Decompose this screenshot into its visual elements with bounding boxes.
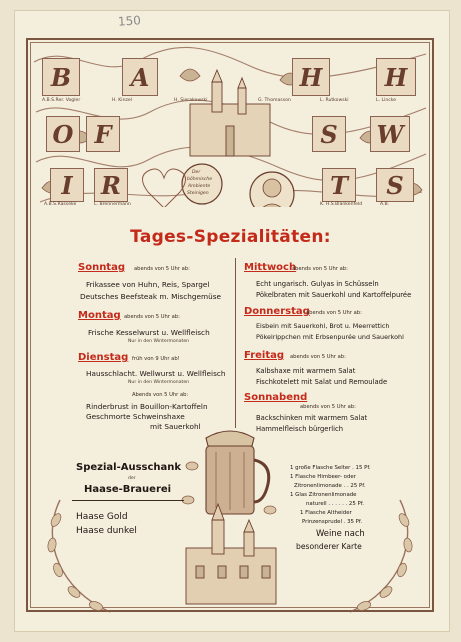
pencil-mark: 150 [117,13,142,29]
ausschank-line-1: Spezial-Ausschank [76,462,182,473]
ausschank-line-2: Haase-Brauerei [84,484,172,495]
day-sonntag: Sonntag [78,262,125,273]
beer-1: Haase Gold [76,512,128,522]
dienstag-item-4: mit Sauerkohl [150,422,201,431]
portrait-caption-2: böhmische [187,177,213,182]
price-line-7: Prinzensprudel . 35 Pf. [302,519,363,525]
crest-letter-4: H [376,58,416,96]
crest-letter-10: R [94,168,128,202]
dienstag-item-1: Hausschlacht. Wellwurst u. Wellfleisch [86,369,226,378]
donnerstag-item-1: Eisbein mit Sauerkohl, Brot u. Meerrettich [256,322,390,330]
montag-item-1: Frische Kesselwurst u. Wellfleisch [88,328,210,337]
montag-note: Nur in den Wintermonaten [128,339,190,344]
day-montag: Montag [78,310,121,321]
when-sonnabend: abends von 5 Uhr ab: [300,404,356,410]
mittwoch-item-1: Echt ungarisch. Gulyas in Schüsseln [256,280,379,288]
day-mittwoch: Mittwoch [244,262,297,273]
coat-caption-5: L. Rutkowski [320,98,349,103]
when-donnerstag: abends von 5 Uhr ab: [306,310,362,316]
when-freitag: abends von 5 Uhr ab: [290,354,346,360]
freitag-item-2: Fischkotelett mit Salat und Remoulade [256,378,388,386]
dienstag-item-2: Rinderbrust in Bouillon-Kartoffeln [86,402,208,411]
day-freitag: Freitag [244,350,285,361]
crest-letter-3: H [292,58,330,96]
when-dienstag: früh von 9 Uhr ab! [132,356,180,362]
sonnabend-item-2: Hammelfleisch bürgerlich [256,425,344,433]
wine-line-2: besonderer Karte [296,542,362,551]
coat-caption-6: L. Lincke [376,98,397,103]
price-line-6: 1 Flasche Altheider [300,510,352,516]
day-sonnabend: Sonnabend [244,392,308,403]
when-mittwoch: abends von 5 Uhr ab: [292,266,348,272]
day-donnerstag: Donnerstag [244,306,310,317]
crest-letter-2: A [122,58,158,96]
price-line-3: Zitronenlimonade . . 25 Pf. [294,483,366,489]
crest-letter-1: B [42,58,80,96]
page-title: Tages-Spezialitäten: [130,227,331,247]
column-divider [235,258,236,428]
portrait-caption-3: Ambiente [188,184,211,189]
ausschank-rule [72,500,184,501]
coat-caption-8: L. Brennermann [94,202,131,207]
portrait-caption-1: Der [192,170,201,175]
dienstag-item-3: Geschmorte Schweinshaxe [86,412,185,421]
crest-letter-5: O [46,116,80,152]
wine-line-1: Weine nach [316,528,365,538]
crest-letter-9: I [50,168,84,202]
crest-letter-6: F [86,116,120,152]
crest-letter-11: T [322,168,356,202]
when-sonntag: abends von 5 Uhr ab: [134,266,190,272]
coat-caption-2: H. Kinzel [112,98,133,103]
coat-caption-3: H. Sierakowski [174,98,208,103]
price-line-2: 1 Flasche Himbeer- oder [290,474,356,480]
sonntag-item-1: Frikassee von Huhn, Reis, Spargel [86,280,210,289]
coat-caption-4: G. Thomasson [258,98,291,103]
when-montag: abends von 5 Uhr ab: [124,314,180,320]
day-dienstag: Dienstag [78,352,129,363]
ausschank-der: der [128,476,136,481]
price-line-1: 1 große Flasche Selter . 15 Pf. [290,465,371,471]
crest-letter-8: W [370,116,410,152]
ornamental-header [30,42,430,207]
price-line-5: naturell . . . . . . 25 Pf. [306,501,364,507]
crest-letter-7: S [312,116,346,152]
sonntag-item-2: Deutsches Beefsteak m. Mischgemüse [80,292,222,301]
coat-caption-7: A.B.S.Rasseke [44,202,77,207]
coat-caption-1: A.B.S.Rer. Vogler [42,98,81,103]
dienstag-note: Nur in den Wintermonaten [128,380,190,385]
freitag-item-1: Kalbshaxe mit warmem Salat [256,367,356,375]
donnerstag-item-2: Pökelrippchen mit Erbsenpurée und Sauerkohl [256,333,404,341]
crest-letter-12: S [376,168,414,202]
coat-caption-9: K. H.S.Blankenfeld [320,202,363,207]
price-line-4: 1 Glas Zitronenlimonade [290,492,357,498]
sonnabend-item-1: Backschinken mit warmem Salat [256,414,368,422]
when-dienstag-2: Abends von 5 Uhr ab: [132,392,189,398]
beer-2: Haase dunkel [76,526,137,536]
portrait-caption-4: Steinigen [187,191,209,196]
coat-caption-10: A.B. [380,202,390,207]
mittwoch-item-2: Pökelbraten mit Sauerkohl und Kartoffelpurée [256,291,412,299]
